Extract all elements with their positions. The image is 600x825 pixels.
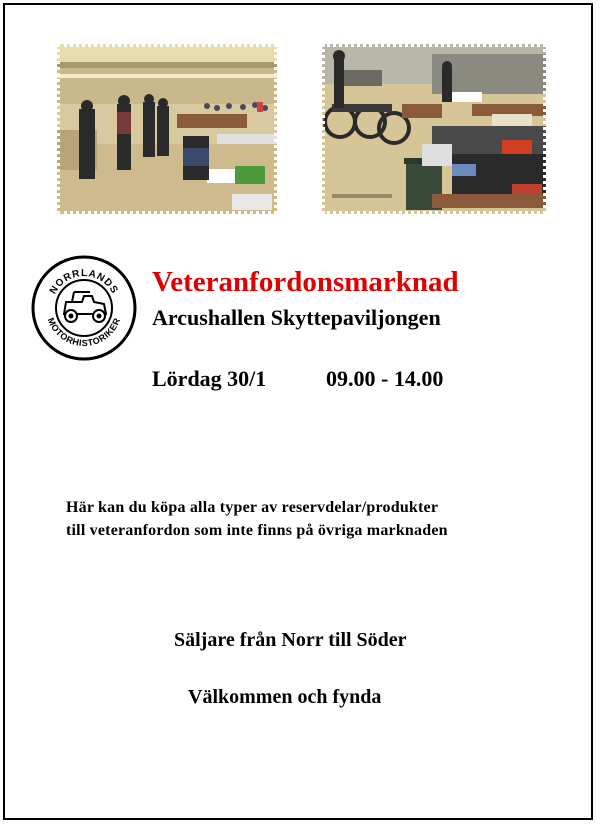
logo-text-bottom: MOTORHISTORIKER bbox=[45, 316, 123, 349]
logo-text-top: NORRLANDS bbox=[47, 267, 121, 297]
club-logo bbox=[28, 252, 141, 363]
welcome-text: Välkommen och fynda bbox=[188, 686, 382, 708]
sellers-text: Säljare från Norr till Söder bbox=[174, 629, 407, 651]
event-time: 09.00 - 14.00 bbox=[326, 366, 444, 391]
description-line-1: Här kan du köpa alla typer av reservdelar/produkter bbox=[66, 499, 439, 516]
description-line-2: till veteranfordon som inte finns på övriga marknaden bbox=[66, 522, 448, 539]
event-title: Veteranfordonsmarknad bbox=[152, 266, 459, 298]
event-venue: Arcushallen Skyttepaviljongen bbox=[152, 305, 441, 330]
event-date: Lördag 30/1 bbox=[152, 366, 267, 391]
motorcycle-parts-photo bbox=[322, 44, 546, 214]
market-hall-photo bbox=[57, 44, 277, 214]
